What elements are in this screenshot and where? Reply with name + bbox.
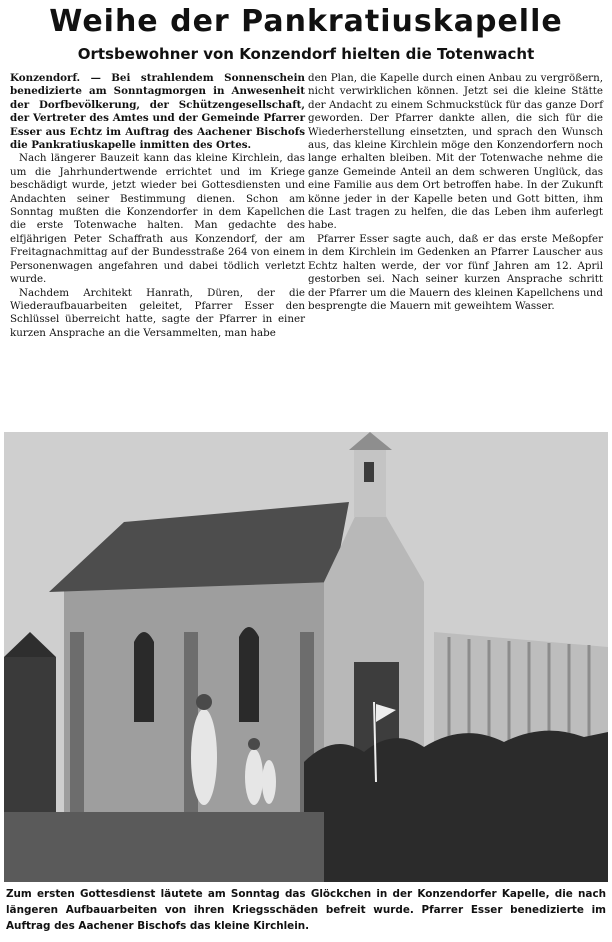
photo-crowd bbox=[304, 731, 608, 882]
article-paragraph: den Plan, die Kapelle durch einen Anbau zu vergrößern, nicht verwirklichen können. Jetzt sei die kleine Stätte der Andacht zu einem Schmuckstück für das ganze Dorf geworden. Der Pfarrer dankte allen, die sich für die Wiederherstellung einsetzten, und sprach den Wunsch aus, das kleine Kirchlein möge den Konzendorfern noch lange erhalten bleiben. Mit der Totenwache nehme die ganze Gemeinde Anteil an dem schweren Unglück, das eine Familie aus dem Ort betroffen habe. In der Zukunft könne jeder in der Kapelle beten und Gott bitten, ihm die Last tragen zu helfen, die das Leben ihm auferlegt habe. bbox=[308, 72, 603, 232]
article-paragraph: Nachdem Architekt Hanrath, Düren, der die Wiederaufbauarbeiten geleitet, Pfarrer Esser den Schlüssel überreicht hatte, sagte der Pfarrer in einer kurzen Ansprache an die Versammelten, man habe bbox=[10, 286, 305, 339]
chapel-photo bbox=[4, 432, 608, 882]
article-paragraph: Nach längerer Bauzeit kann das kleine Kirchlein, das um die Jahrhundertwende errichtet und im Kriege beschädigt wurde, jetzt wieder bei Gottesdiensten und Andachten seiner Bestimmung dienen. Schon am Sonntag mußten die Konzendorfer in dem Kapellchen die erste Totenwache halten. Man gedachte des elfjährigen Peter Schaffrath aus Konzendorf, der am Freitagnachmittag auf der Bundesstraße 264 von einem Personenwagen angefahren und dabei tödlich verletzt wurde. bbox=[10, 152, 305, 286]
lead-paragraph: Bei strahlendem Sonnenschein benedizierte am Sonntagmorgen in Anwesenheit der Dorfbevölkerung, der Schützengesellschaft, der Vertreter des Amtes und der Gemeinde Pfarrer Esser aus Echtz im Auftrag des Aachener Bischofs die Pankratiuskapelle inmitten des Ortes. bbox=[10, 72, 305, 152]
dateline: Konzendorf. — bbox=[10, 72, 101, 84]
headline: Weihe der Pankratiuskapelle bbox=[49, 4, 563, 39]
article-column-left bbox=[10, 72, 305, 340]
photo-ground bbox=[4, 812, 324, 882]
subheadline: Ortsbewohner von Konzendorf hielten die Totenwacht bbox=[77, 45, 535, 63]
photo-caption: Zum ersten Gottesdienst läutete am Sonntag das Glöckchen in der Konzendorfer Kapelle, die nach längeren Aufbauarbeiten von ihren Kriegsschäden befreit wurde. Pfarrer Esser benedizierte im Auftrag des Aachener Bischofs das kleine Kirchlein. bbox=[6, 888, 606, 932]
article-paragraph: Pfarrer Esser sagte auch, daß er das erste Meßopfer in dem Kirchlein im Gedenken an Pfarrer Lauscher aus Echtz halten werde, der vor fünf Jahren am 12. April gestorben sei. Nach seiner kurzen Ansprache schritt der Pfarrer um die Mauern des kleinen Kapellchens und besprengte die Mauern mit geweihtem Wasser. bbox=[308, 232, 603, 312]
article-column-right bbox=[308, 72, 603, 313]
article-paragraph bbox=[10, 72, 305, 152]
